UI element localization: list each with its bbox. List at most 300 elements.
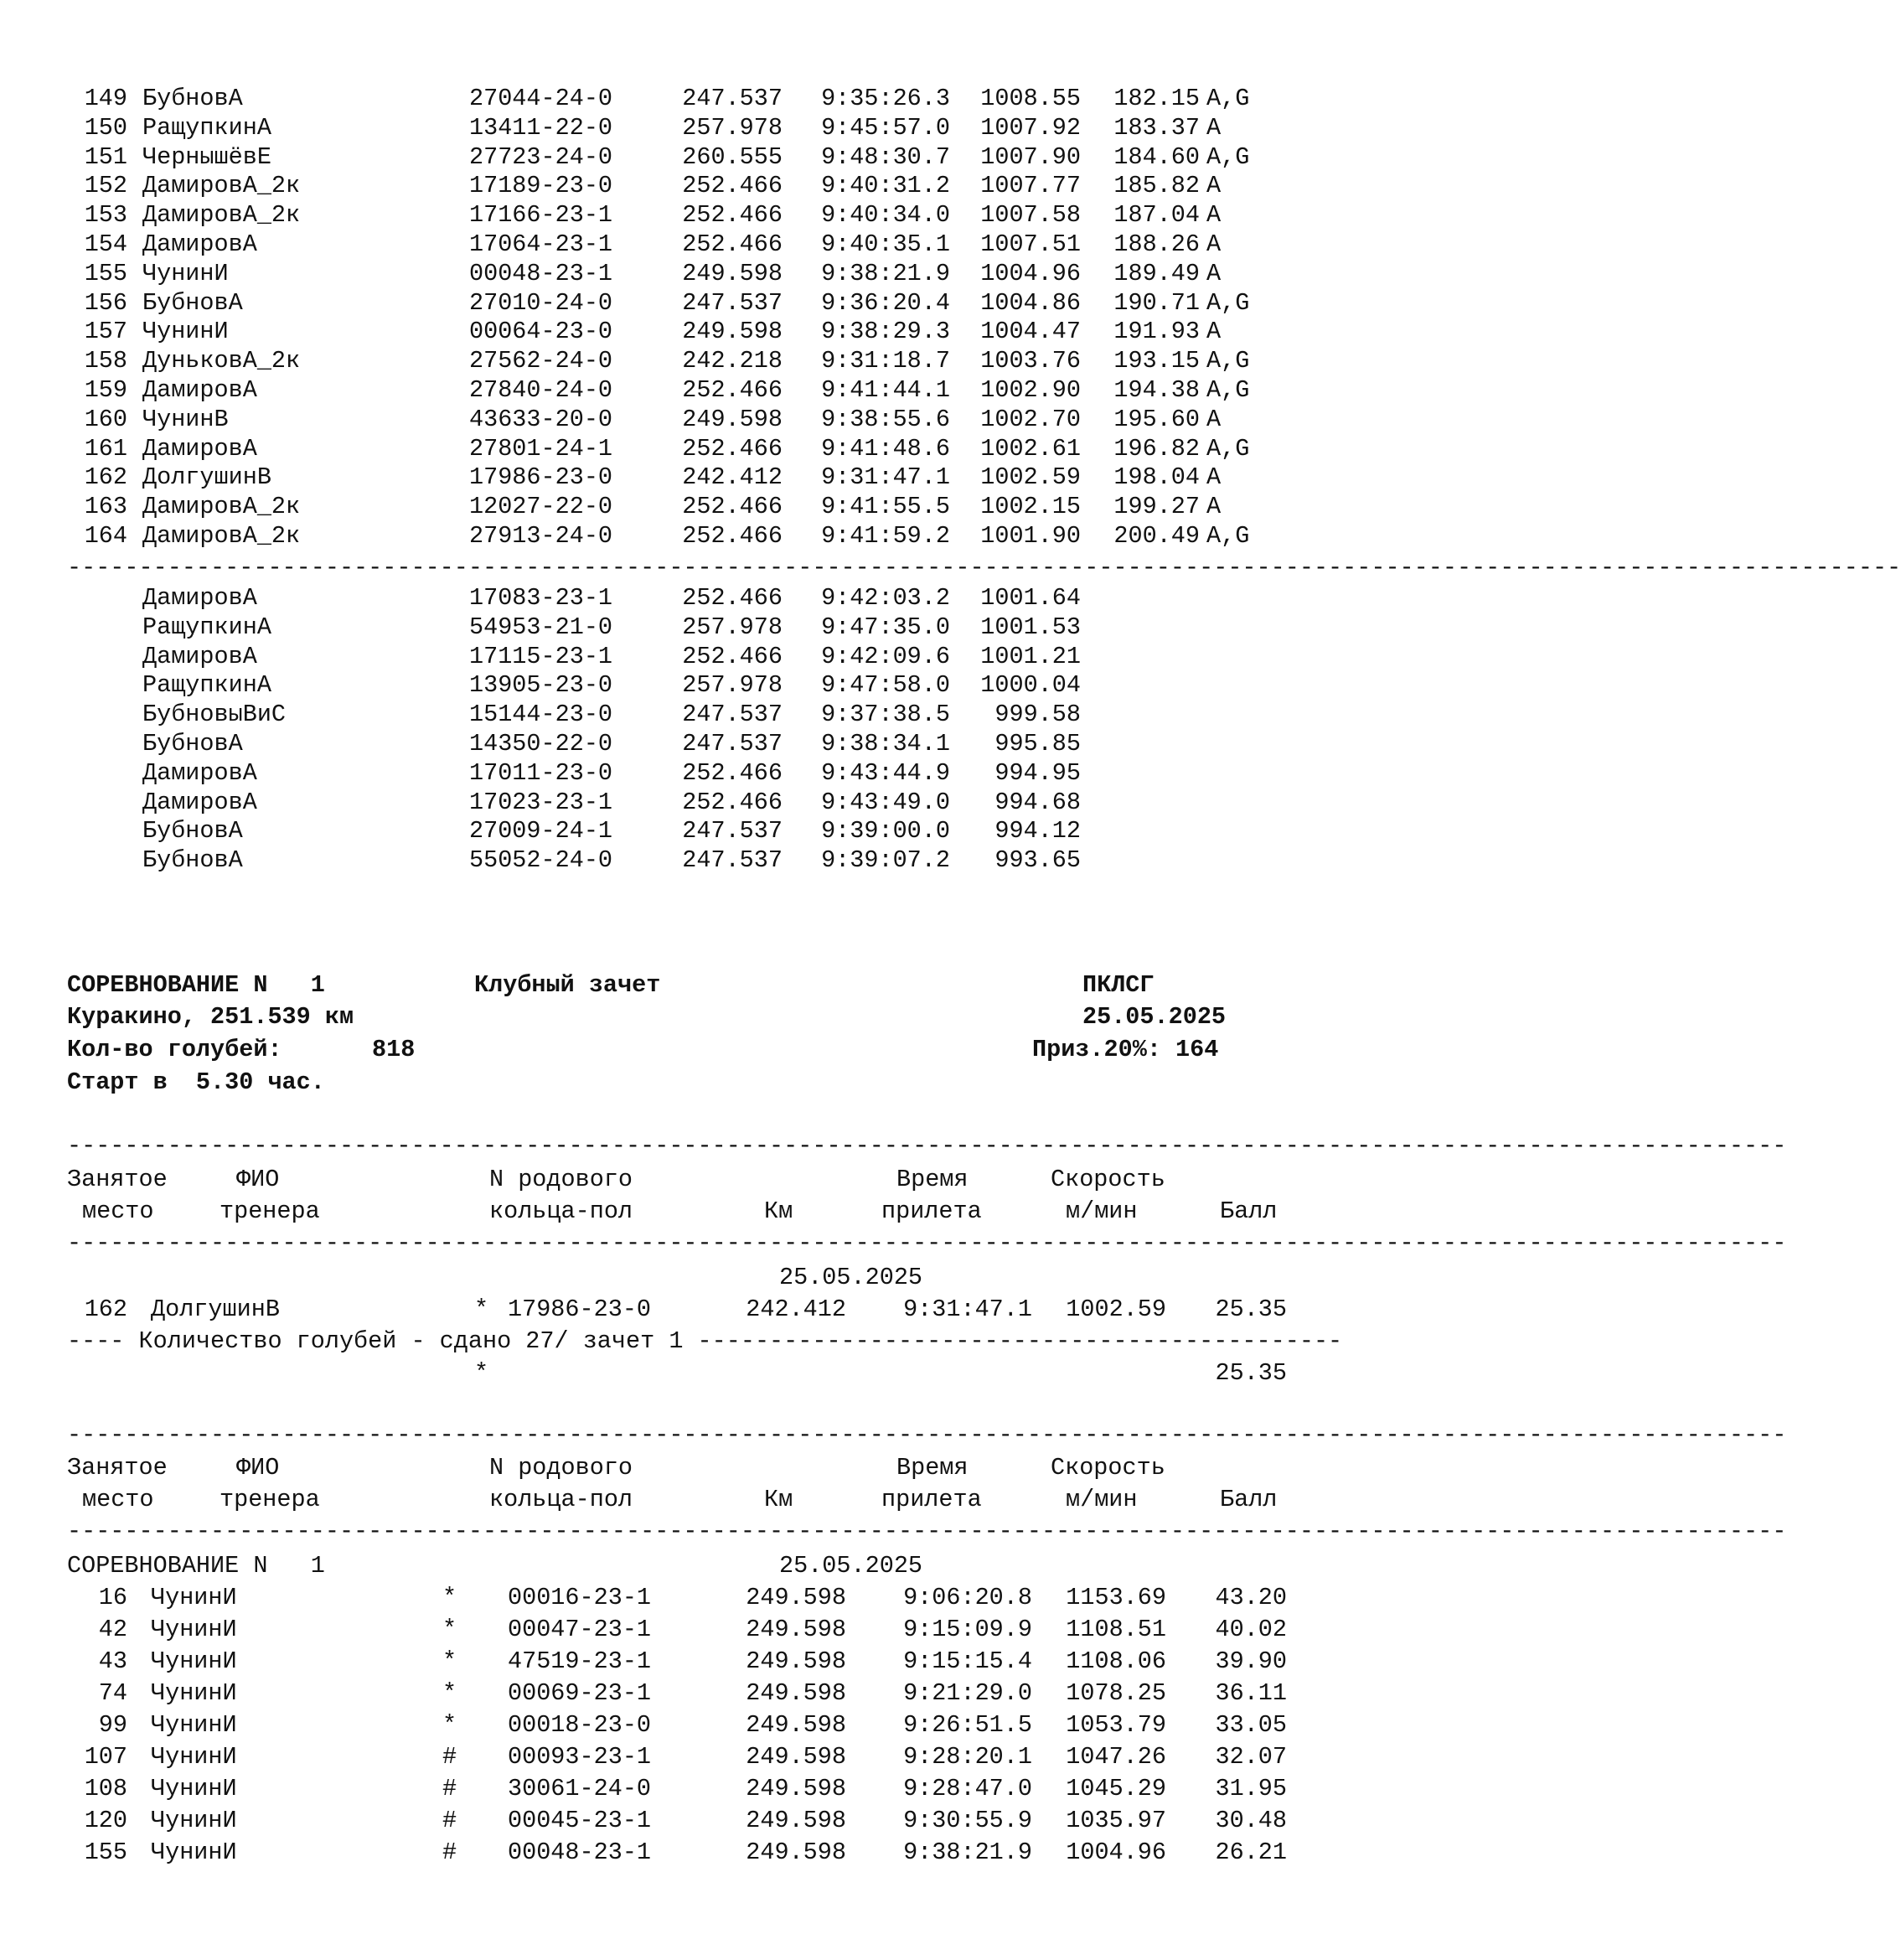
- cell-points: 31.95: [1215, 1775, 1287, 1802]
- cell-time: 9:42:09.6: [821, 642, 950, 670]
- cell-time: 9:48:30.7: [821, 142, 950, 171]
- cell-time: 9:15:15.4: [903, 1647, 1032, 1675]
- cell-time: 9:21:29.0: [903, 1679, 1032, 1707]
- cell-speed: 1003.76: [980, 347, 1081, 375]
- cell-speed: 994.95: [994, 758, 1081, 787]
- divider-line: ------------------------------------------------------------------------------------------------------------------------: [67, 1132, 1787, 1160]
- cell-time: 9:26:51.5: [903, 1711, 1032, 1739]
- cell-name: ДамировА: [142, 434, 257, 463]
- cell-ring: 27801-24-1: [469, 434, 613, 463]
- col-ring-label: N родового: [489, 1166, 633, 1193]
- cell-speed: 1002.61: [980, 434, 1081, 463]
- cell-points: 188.26: [1113, 230, 1200, 258]
- cell-points: 43.20: [1215, 1584, 1287, 1611]
- cell-mark: #: [442, 1743, 457, 1771]
- cell-speed: 1053.79: [1066, 1711, 1166, 1739]
- cell-ring: 30061-24-0: [508, 1775, 652, 1802]
- cell-time: 9:30:55.9: [903, 1807, 1032, 1834]
- cell-points: 184.60: [1113, 142, 1200, 171]
- cell-time: 9:47:35.0: [821, 613, 950, 641]
- column-header-row: [0, 1485, 1278, 1514]
- cell-time: 9:41:59.2: [821, 522, 950, 550]
- cell-km: 249.598: [746, 1807, 846, 1834]
- cell-ring: 27840-24-0: [469, 376, 613, 404]
- cell-name: БубновА: [142, 730, 243, 758]
- col-place-label: Занятое: [67, 1454, 168, 1482]
- cell-time: 9:31:47.1: [903, 1295, 1032, 1323]
- cell-time: 9:38:34.1: [821, 730, 950, 758]
- cell-points: 200.49: [1113, 522, 1200, 550]
- cell-place: 43: [98, 1647, 127, 1675]
- summary-text: ---- Количество голубей - сдано 27/ зачет 1: [67, 1327, 698, 1355]
- cell-speed: 1000.04: [980, 671, 1081, 700]
- cell-place: 156: [84, 288, 127, 317]
- cell-mark: #: [442, 1838, 457, 1866]
- cell-name: ЧунинИ: [151, 1711, 237, 1739]
- cell-km: 252.466: [682, 230, 783, 258]
- prize-info: Приз.20%: 164: [1032, 1036, 1219, 1063]
- cell-time: 9:36:20.4: [821, 288, 950, 317]
- cell-km: 260.555: [682, 142, 783, 171]
- cell-place: 153: [84, 201, 127, 230]
- cell-flag: A: [1206, 405, 1222, 433]
- cell-km: 252.466: [682, 493, 783, 521]
- cell-place: 157: [84, 318, 127, 346]
- cell-speed: 1108.06: [1066, 1647, 1166, 1675]
- cell-time: 9:43:44.9: [821, 758, 950, 787]
- cell-flag: A: [1206, 463, 1222, 492]
- col-place-label: место: [82, 1197, 154, 1225]
- cell-km: 249.598: [746, 1775, 846, 1802]
- cell-time: 9:45:57.0: [821, 113, 950, 142]
- cell-name: ЧунинИ: [151, 1616, 237, 1643]
- cell-name: БубновА: [142, 846, 243, 875]
- cell-km: 252.466: [682, 172, 783, 200]
- cell-ring: 27913-24-0: [469, 522, 613, 550]
- divider-line: --------------------------------------------------------------------------------------------------------------------------------: [67, 554, 1901, 582]
- cell-ring: 13905-23-0: [469, 671, 613, 700]
- cell-time: 9:41:48.6: [821, 434, 950, 463]
- cell-time: 9:40:35.1: [821, 230, 950, 258]
- cell-place: 162: [84, 1295, 127, 1323]
- cell-speed: 1004.47: [980, 318, 1081, 346]
- cell-ring: 15144-23-0: [469, 701, 613, 729]
- cell-time: 9:38:55.6: [821, 405, 950, 433]
- cell-speed: 1001.21: [980, 642, 1081, 670]
- cell-km: 249.598: [682, 259, 783, 287]
- cell-time: 9:38:21.9: [903, 1838, 1032, 1866]
- cell-name: ЧунинИ: [151, 1584, 237, 1611]
- birds-count-label: Кол-во голубей:: [67, 1036, 282, 1063]
- column-header-row: [0, 1197, 1278, 1226]
- cell-mark: #: [442, 1775, 457, 1802]
- col-place-label: Занятое: [67, 1166, 168, 1193]
- cell-time: 9:31:47.1: [821, 463, 950, 492]
- cell-place: 154: [84, 230, 127, 258]
- cell-km: 249.598: [682, 318, 783, 346]
- cell-mark: *: [442, 1616, 457, 1643]
- column-header-row: [0, 1165, 1165, 1194]
- cell-name: РащупкинА: [142, 671, 271, 700]
- cell-name: ДамировА_2к: [142, 172, 301, 200]
- cell-km: 242.412: [682, 463, 783, 492]
- cell-time: 9:06:20.8: [903, 1584, 1032, 1611]
- cell-points: 187.04: [1113, 201, 1200, 230]
- competition-number: СОРЕВНОВАНИЕ N 1: [67, 971, 325, 999]
- total-mark: *: [474, 1359, 489, 1387]
- cell-points: 194.38: [1113, 376, 1200, 404]
- cell-km: 249.598: [746, 1679, 846, 1707]
- cell-time: 9:41:44.1: [821, 376, 950, 404]
- cell-place: 150: [84, 113, 127, 142]
- cell-points: 32.07: [1215, 1743, 1287, 1771]
- cell-ring: 54953-21-0: [469, 613, 613, 641]
- cell-place: 159: [84, 376, 127, 404]
- cell-speed: 1002.90: [980, 376, 1081, 404]
- cell-ring: 17064-23-1: [469, 230, 613, 258]
- cell-ring: 27010-24-0: [469, 288, 613, 317]
- cell-place: 162: [84, 463, 127, 492]
- cell-time: 9:42:03.2: [821, 584, 950, 612]
- cell-name: ЧунинИ: [151, 1775, 237, 1802]
- cell-speed: 1045.29: [1066, 1775, 1166, 1802]
- cell-km: 252.466: [682, 642, 783, 670]
- cell-place: 158: [84, 347, 127, 375]
- cell-place: 99: [98, 1711, 127, 1739]
- cell-speed: 1007.77: [980, 172, 1081, 200]
- cell-name: ДолгушинВ: [151, 1295, 280, 1323]
- cell-name: ДамировА_2к: [142, 493, 301, 521]
- cell-name: ЧунинИ: [151, 1807, 237, 1834]
- cell-mark: *: [442, 1647, 457, 1675]
- cell-km: 249.598: [746, 1711, 846, 1739]
- cell-place: 107: [84, 1743, 127, 1771]
- cell-speed: 1007.90: [980, 142, 1081, 171]
- cell-points: 193.15: [1113, 347, 1200, 375]
- col-name-label: ФИО: [236, 1166, 280, 1193]
- cell-ring: 55052-24-0: [469, 846, 613, 875]
- cell-name: ДамировА: [142, 642, 257, 670]
- cell-name: ДамировА_2к: [142, 522, 301, 550]
- col-name-label: тренера: [220, 1486, 320, 1513]
- cell-km: 249.598: [746, 1647, 846, 1675]
- club-name: ПКЛСГ: [1082, 971, 1155, 999]
- cell-speed: 1004.96: [1066, 1838, 1166, 1866]
- cell-speed: 995.85: [994, 730, 1081, 758]
- cell-name: ЧунинИ: [142, 259, 229, 287]
- cell-points: 190.71: [1113, 288, 1200, 317]
- cell-time: 9:38:29.3: [821, 318, 950, 346]
- cell-ring: 17011-23-0: [469, 758, 613, 787]
- cell-ring: 00048-23-1: [469, 259, 613, 287]
- cell-km: 247.537: [682, 85, 783, 112]
- cell-points: 30.48: [1215, 1807, 1287, 1834]
- cell-ring: 17083-23-1: [469, 584, 613, 612]
- cell-km: 247.537: [682, 846, 783, 875]
- col-points-label: Балл: [1220, 1197, 1278, 1225]
- cell-speed: 1004.96: [980, 259, 1081, 287]
- cell-place: 163: [84, 493, 127, 521]
- cell-time: 9:40:34.0: [821, 201, 950, 230]
- cell-time: 9:28:20.1: [903, 1743, 1032, 1771]
- cell-km: 252.466: [682, 584, 783, 612]
- cell-points: 189.49: [1113, 259, 1200, 287]
- cell-speed: 1047.26: [1066, 1743, 1166, 1771]
- cell-km: 249.598: [682, 405, 783, 433]
- cell-place: 74: [98, 1679, 127, 1707]
- cell-name: ДамировА: [142, 788, 257, 816]
- col-time-label: Время: [896, 1166, 969, 1193]
- cell-km: 249.598: [746, 1743, 846, 1771]
- cell-place: 160: [84, 405, 127, 433]
- col-time-label: прилета: [881, 1197, 982, 1225]
- divider-line: ------------------------------------------------------------------------------------------------------------------------: [67, 1229, 1787, 1257]
- cell-name: ДамировА: [142, 376, 257, 404]
- cell-name: ЧернышёвЕ: [142, 142, 271, 171]
- cell-name: РащупкинА: [142, 613, 271, 641]
- cell-name: ДамировА: [142, 584, 257, 612]
- cell-name: БубновА: [142, 817, 243, 846]
- cell-name: ЧунинВ: [142, 405, 229, 433]
- section-date: 25.05.2025: [779, 1264, 923, 1291]
- cell-km: 247.537: [682, 701, 783, 729]
- cell-speed: 1002.59: [1066, 1295, 1166, 1323]
- cell-ring: 27044-24-0: [469, 85, 613, 112]
- cell-km: 252.466: [682, 376, 783, 404]
- cell-flag: A: [1206, 230, 1222, 258]
- cell-speed: 999.58: [994, 701, 1081, 729]
- divider-line: ------------------------------------------------------------------------------------------------------------------------: [67, 1421, 1787, 1449]
- cell-km: 249.598: [746, 1584, 846, 1611]
- cell-time: 9:39:07.2: [821, 846, 950, 875]
- cell-place: 120: [84, 1807, 127, 1834]
- col-ring-label: кольца-пол: [489, 1197, 633, 1225]
- cell-points: 196.82: [1113, 434, 1200, 463]
- cell-points: 39.90: [1215, 1647, 1287, 1675]
- cell-name: ЧунинИ: [142, 318, 229, 346]
- col-speed-label: Скорость: [1051, 1166, 1165, 1193]
- col-time-label: Время: [896, 1454, 969, 1482]
- cell-time: 9:37:38.5: [821, 701, 950, 729]
- cell-flag: A,G: [1206, 288, 1250, 317]
- cell-place: 108: [84, 1775, 127, 1802]
- cell-points: 183.37: [1113, 113, 1200, 142]
- cell-flag: A: [1206, 172, 1222, 200]
- cell-name: ЧунинИ: [151, 1743, 237, 1771]
- cell-km: 242.412: [746, 1295, 846, 1323]
- cell-flag: A,G: [1206, 142, 1250, 171]
- competition-date: 25.05.2025: [1082, 1003, 1227, 1031]
- cell-flag: A: [1206, 493, 1222, 521]
- cell-time: 9:38:21.9: [821, 259, 950, 287]
- cell-speed: 1078.25: [1066, 1679, 1166, 1707]
- cell-points: 191.93: [1113, 318, 1200, 346]
- cell-km: 252.466: [682, 758, 783, 787]
- cell-speed: 1002.15: [980, 493, 1081, 521]
- cell-time: 9:28:47.0: [903, 1775, 1032, 1802]
- cell-time: 9:43:49.0: [821, 788, 950, 816]
- cell-place: 16: [98, 1584, 127, 1611]
- cell-ring: 17023-23-1: [469, 788, 613, 816]
- cell-time: 9:40:31.2: [821, 172, 950, 200]
- divider-line: ------------------------------------------------------------------------------------------------------------------------: [67, 1518, 1787, 1545]
- col-time-label: прилета: [881, 1486, 982, 1513]
- col-speed-label: м/мин: [1066, 1197, 1138, 1225]
- cell-points: 185.82: [1113, 172, 1200, 200]
- cell-points: 33.05: [1215, 1711, 1287, 1739]
- cell-mark: *: [442, 1679, 457, 1707]
- cell-speed: 1153.69: [1066, 1584, 1166, 1611]
- col-speed-label: Скорость: [1051, 1454, 1165, 1482]
- cell-ring: 17189-23-0: [469, 172, 613, 200]
- cell-km: 249.598: [746, 1838, 846, 1866]
- cell-flag: A: [1206, 318, 1222, 346]
- cell-place: 42: [98, 1616, 127, 1643]
- birds-count-value: 818: [372, 1036, 416, 1063]
- summary-line: ---- Количество голубей - сдано 27/ зачет 1 ---------------------------------------------: [67, 1327, 1343, 1355]
- cell-ring: 00045-23-1: [508, 1807, 652, 1834]
- cell-flag: A: [1206, 113, 1222, 142]
- cell-km: 252.466: [682, 434, 783, 463]
- cell-points: 36.11: [1215, 1679, 1287, 1707]
- cell-ring: 00018-23-0: [508, 1711, 652, 1739]
- cell-flag: A: [1206, 201, 1222, 230]
- total-points: 25.35: [1215, 1359, 1287, 1387]
- cell-speed: 1004.86: [980, 288, 1081, 317]
- cell-place: 155: [84, 259, 127, 287]
- cell-points: 25.35: [1215, 1295, 1287, 1323]
- cell-name: ДамировА: [142, 230, 257, 258]
- cell-speed: 994.68: [994, 788, 1081, 816]
- cell-name: ДамировА_2к: [142, 201, 301, 230]
- cell-ring: 00069-23-1: [508, 1679, 652, 1707]
- cell-flag: A,G: [1206, 434, 1250, 463]
- cell-name: БубновА: [142, 288, 243, 317]
- cell-time: 9:35:26.3: [821, 85, 950, 112]
- start-time: Старт в 5.30 час.: [67, 1068, 325, 1096]
- cell-points: 40.02: [1215, 1616, 1287, 1643]
- cell-ring: 17166-23-1: [469, 201, 613, 230]
- cell-km: 252.466: [682, 788, 783, 816]
- cell-time: 9:47:58.0: [821, 671, 950, 700]
- col-ring-label: N родового: [489, 1454, 633, 1482]
- cell-name: БубновыВиС: [142, 701, 287, 729]
- section-date: 25.05.2025: [779, 1552, 923, 1580]
- col-speed-label: м/мин: [1066, 1486, 1138, 1513]
- cell-km: 247.537: [682, 730, 783, 758]
- table-row: [0, 1295, 1287, 1324]
- cell-ring: 17986-23-0: [508, 1295, 652, 1323]
- cell-place: 152: [84, 172, 127, 200]
- cell-ring: 00047-23-1: [508, 1616, 652, 1643]
- cell-name: ЧунинИ: [151, 1838, 237, 1866]
- cell-km: 257.978: [682, 113, 783, 142]
- column-header-row: [0, 1453, 1165, 1482]
- cell-flag: A,G: [1206, 376, 1250, 404]
- cell-ring: 13411-22-0: [469, 113, 613, 142]
- cell-ring: 27723-24-0: [469, 142, 613, 171]
- cell-ring: 47519-23-1: [508, 1647, 652, 1675]
- cell-ring: 27562-24-0: [469, 347, 613, 375]
- cell-name: ЧунинИ: [151, 1679, 237, 1707]
- cell-speed: 993.65: [994, 846, 1081, 875]
- cell-speed: 1002.59: [980, 463, 1081, 492]
- cell-ring: 00093-23-1: [508, 1743, 652, 1771]
- cell-km: 252.466: [682, 522, 783, 550]
- col-name-label: ФИО: [236, 1454, 280, 1482]
- cell-km: 242.218: [682, 347, 783, 375]
- cell-place: 155: [84, 1838, 127, 1866]
- competition-type: Клубный зачет: [474, 971, 661, 999]
- col-place-label: место: [82, 1486, 154, 1513]
- cell-mark: #: [442, 1807, 457, 1834]
- cell-name: БубновА: [142, 85, 243, 112]
- cell-speed: 994.12: [994, 817, 1081, 846]
- cell-speed: 1007.92: [980, 113, 1081, 142]
- cell-ring: 00064-23-0: [469, 318, 613, 346]
- cell-speed: 1001.53: [980, 613, 1081, 641]
- cell-ring: 14350-22-0: [469, 730, 613, 758]
- cell-speed: 1108.51: [1066, 1616, 1166, 1643]
- cell-speed: 1001.64: [980, 584, 1081, 612]
- cell-speed: 1001.90: [980, 522, 1081, 550]
- cell-place: 149: [84, 85, 127, 112]
- cell-time: 9:31:18.7: [821, 347, 950, 375]
- col-km-label: Км: [764, 1197, 793, 1225]
- cell-speed: 1008.55: [980, 85, 1081, 112]
- cell-name: ДамировА: [142, 758, 257, 787]
- cell-time: 9:15:09.9: [903, 1616, 1032, 1643]
- cell-speed: 1007.51: [980, 230, 1081, 258]
- cell-km: 247.537: [682, 288, 783, 317]
- cell-time: 9:41:55.5: [821, 493, 950, 521]
- cell-name: РащупкинА: [142, 113, 271, 142]
- cell-km: 257.978: [682, 671, 783, 700]
- cell-name: ДуньковА_2к: [142, 347, 301, 375]
- cell-speed: 1007.58: [980, 201, 1081, 230]
- cell-speed: 1035.97: [1066, 1807, 1166, 1834]
- col-points-label: Балл: [1220, 1486, 1278, 1513]
- cell-mark: *: [474, 1295, 489, 1323]
- cell-flag: A,G: [1206, 347, 1250, 375]
- cell-ring: 17115-23-1: [469, 642, 613, 670]
- cell-flag: A,G: [1206, 522, 1250, 550]
- cell-name: ДолгушинВ: [142, 463, 271, 492]
- cell-time: 9:39:00.0: [821, 817, 950, 846]
- cell-km: 257.978: [682, 613, 783, 641]
- cell-ring: 00048-23-1: [508, 1838, 652, 1866]
- cell-mark: *: [442, 1711, 457, 1739]
- section-competition-label: СОРЕВНОВАНИЕ N 1: [67, 1552, 325, 1580]
- cell-place: 151: [84, 142, 127, 171]
- cell-flag: A,G: [1206, 85, 1250, 112]
- col-km-label: Км: [764, 1486, 793, 1513]
- cell-ring: 27009-24-1: [469, 817, 613, 846]
- cell-place: 161: [84, 434, 127, 463]
- cell-ring: 00016-23-1: [508, 1584, 652, 1611]
- cell-points: 198.04: [1113, 463, 1200, 492]
- cell-km: 252.466: [682, 201, 783, 230]
- cell-points: 182.15: [1113, 85, 1200, 112]
- cell-points: 199.27: [1113, 493, 1200, 521]
- cell-points: 195.60: [1113, 405, 1200, 433]
- col-name-label: тренера: [220, 1197, 320, 1225]
- col-ring-label: кольца-пол: [489, 1486, 633, 1513]
- cell-ring: 12027-22-0: [469, 493, 613, 521]
- cell-ring: 17986-23-0: [469, 463, 613, 492]
- cell-name: ЧунинИ: [151, 1647, 237, 1675]
- release-location: Куракино, 251.539 км: [67, 1003, 354, 1031]
